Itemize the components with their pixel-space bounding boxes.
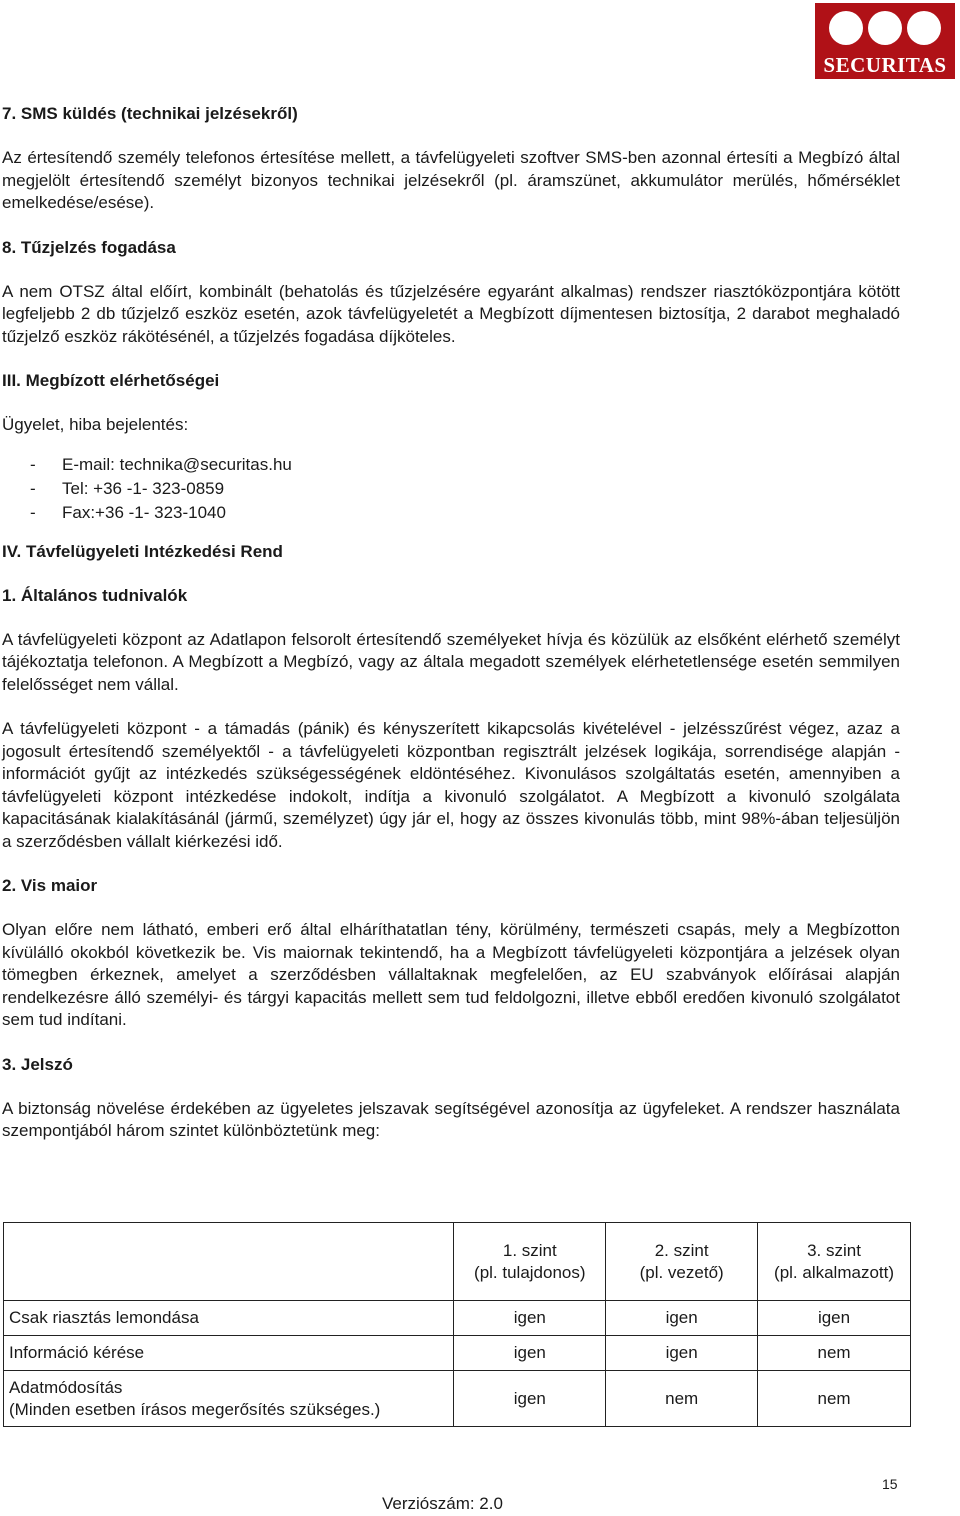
section-iv-2-heading: 2. Vis maior (2, 876, 98, 895)
table-cell: igen (454, 1301, 606, 1336)
section-iv-1-paragraph-2: A távfelügyeleti központ - a támadás (pánik) és kényszerített kikapcsolás kivételével - jelzésszűrést végez, azaz a jogosult értesítendő személyektől - a távfelügyeleti központban regisztrált jelzések logikája, sorrendisége alapján - információt gyűjt az intézkedés szükségességének eldöntéséhez. Kivonulásos szolgáltatás esetén, amennyiben a távfelügyeleti központ intézkedése indokolt, indítja a kivonuló szolgálatot. A Megbízott a kivonuló szolgálata kapacitásának kialakításánál (jármű, személyzet) úgy jár el, hogy az összes kivonulás több, mint 98%-ában teljesüljön a szerződésben vállalt kiérkezési idő. (2, 719, 900, 851)
table-cell: nem (758, 1336, 911, 1371)
logo-dot (907, 11, 941, 45)
page-number: 15 (882, 1476, 898, 1492)
section-7-text: Az értesítendő személy telefonos értesítése mellett, a távfelügyeleti szoftver SMS-ben azonnal értesíti a Megbízó által megjelölt értesítendő személyt bizonyos technikai jelzésekről (pl. áramszünet, akkumulátor merülés, hőmérséklet emelkedése/esése). (2, 148, 900, 212)
table-cell: igen (758, 1301, 911, 1336)
table-row (4, 1371, 911, 1427)
section-8-text: A nem OTSZ által előírt, kombinált (behatolás és tűzjelzésére egyaránt alkalmas) rendszer riasztóközpontjára kötött legfeljebb 2 db tűzjelző eszköz esetén, azok távfelügyeletét a Megbízott díjmentesen biztosítja, 2 darabot meghaladó tűzjelző eszköz rákötésénél, a tűzjelzés fogadása díjköteles. (2, 281, 900, 346)
table-cell: nem (606, 1371, 758, 1427)
section-7-heading: 7. SMS küldés (technikai jelzésekről) (2, 104, 298, 123)
logo-dot (868, 11, 902, 45)
version-label: Verziószám: 2.0 (382, 1494, 503, 1513)
section-iv-1-heading: 1. Általános tudnivalók (2, 585, 188, 605)
section-iv-3-heading: 3. Jelszó (2, 1054, 73, 1074)
row-label: Adatmódosítás (Minden esetben írásos megerősítés szükséges.) (4, 1371, 454, 1427)
contact-intro: Ügyelet, hiba bejelentés: (2, 415, 189, 434)
level-2-header: 2. szint (pl. vezető) (606, 1223, 758, 1301)
table-cell: igen (454, 1371, 606, 1427)
table-cell: igen (606, 1336, 758, 1371)
level-1-header: 1. szint (pl. tulajdonos) (454, 1223, 606, 1301)
logo-dot (829, 11, 863, 45)
row-label: Információ kérése (4, 1336, 454, 1371)
table-cell: igen (606, 1301, 758, 1336)
logo-wordmark: SECURITAS (823, 53, 947, 77)
section-iv-2-text: Olyan előre nem látható, emberi erő által elháríthatatlan tény, körülmény, természeti csapás, mely a Megbízotton kívülálló okokból következik be. Vis maiornak tekintendő, ha a Megbízott távfelügyeleti központjára a jelzések olyan tömegben érkeznek, amelyet a szerződésben vállaltaknak megfelelően, az EU szabványok előírásai alapján rendelkezésre álló személyi- és tárgyi kapacitás mellett sem tud feldolgozni, illetve ebből eredően kivonuló szolgálatot sem tud indítani. (2, 920, 900, 1029)
level-3-header: 3. szint (pl. alkalmazott) (758, 1223, 911, 1301)
securitas-logo (815, 3, 955, 79)
section-iv-3-text: A biztonság növelése érdekében az ügyeletes jelszavak segítségével azonosítja az ügyfeleket. A rendszer használata szempontjából három szintet különböztetünk meg: (2, 1098, 900, 1140)
contact-email: - E-mail: technika@securitas.hu (2, 453, 900, 477)
table-header-row (4, 1223, 911, 1301)
table-row (4, 1301, 911, 1336)
table-corner-cell (4, 1223, 454, 1301)
table-cell: nem (758, 1371, 911, 1427)
table-cell: igen (454, 1336, 606, 1371)
table-row (4, 1336, 911, 1371)
contact-fax: - Fax:+36 -1- 323-1040 (2, 501, 900, 525)
contact-list (2, 453, 900, 525)
section-iii-heading: III. Megbízott elérhetőségei (2, 371, 220, 390)
document-body (2, 103, 900, 1165)
row-label: Csak riasztás lemondása (4, 1301, 454, 1336)
password-levels-table (3, 1222, 911, 1427)
contact-phone: - Tel: +36 -1- 323-0859 (2, 477, 900, 501)
section-iv-1-paragraph-1: A távfelügyeleti központ az Adatlapon felsorolt értesítendő személyeket hívja és közülük az elsőként elérhető személyt tájékoztatja telefonon. A Megbízott a Megbízó, vagy az általa megadott személyek elérhetetlensége esetén semmilyen felelősséget nem vállal. (2, 629, 900, 694)
section-iv-heading: IV. Távfelügyeleti Intézkedési Rend (2, 541, 283, 561)
section-8-heading: 8. Tűzjelzés fogadása (2, 237, 176, 257)
